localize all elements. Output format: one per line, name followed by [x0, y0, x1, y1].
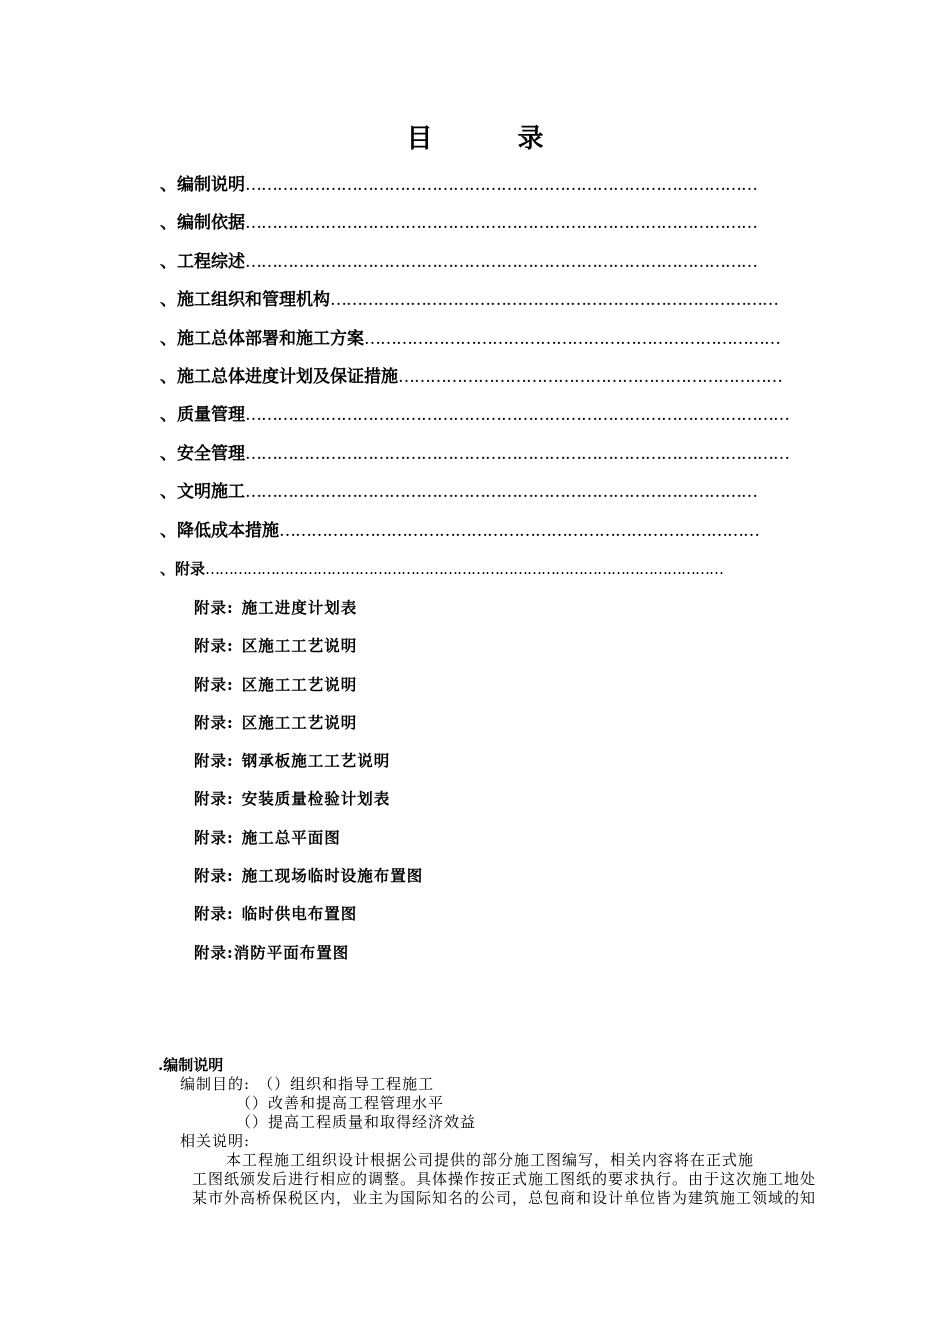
toc-entry[interactable] [160, 247, 789, 285]
appendix-item[interactable] [194, 594, 423, 632]
toc-leader-dots: ………………………………………………………………………………………………… [205, 559, 724, 578]
purpose-item: （）改善和提高工程管理水平 [236, 1094, 445, 1112]
appendix-prefix: 附录: [194, 827, 234, 847]
section-compilation-notes [158, 1056, 816, 1208]
toc-leader-dots: ………………………………………………………………………………………… [245, 443, 789, 464]
appendix-item[interactable] [194, 862, 423, 900]
appendix-prefix: 附录: [194, 789, 234, 809]
appendix-prefix: 附录: [194, 904, 234, 924]
paragraph-line: 某市外高桥保税区内，业主为国际知名的公司，总包商和设计单位皆为建筑施工领域的知 [192, 1189, 817, 1207]
section-heading: .编制说明 [158, 1056, 224, 1074]
toc-leader-dots: …………………………………………………………………………………… [245, 175, 757, 195]
appendix-item[interactable] [194, 939, 423, 977]
toc-entry[interactable] [160, 170, 789, 208]
toc-entry-label: 、施工总体进度计划及保证措施 [160, 366, 398, 387]
appendix-prefix: 附录: [194, 751, 234, 771]
toc-entry-label: 、工程综述 [160, 251, 245, 272]
appendix-text: 施工进度计划表 [241, 598, 358, 617]
toc-leader-dots: ……………………………………………………………………………… [279, 520, 759, 541]
appendix-item[interactable] [194, 824, 423, 862]
appendix-item[interactable] [194, 747, 423, 785]
appendix-item[interactable] [194, 900, 423, 938]
toc-entry[interactable] [160, 439, 789, 477]
appendix-prefix: 附录: [194, 942, 234, 962]
paragraph-line: 工图纸颁发后进行相应的调整。具体操作按正式施工图纸的要求执行。由于这次施工地处 [192, 1170, 817, 1188]
appendix-item[interactable] [194, 632, 423, 670]
appendix-text: 区施工工艺说明 [241, 674, 358, 694]
related-label: 相关说明: [180, 1132, 251, 1150]
purpose-line [158, 1075, 816, 1094]
appendix-prefix: 附录: [194, 866, 234, 886]
toc-entry[interactable] [160, 554, 789, 592]
toc-entry-label: 、文明施工 [160, 482, 245, 503]
table-of-contents [160, 170, 789, 592]
appendix-prefix: 附录: [194, 712, 234, 732]
purpose-item: （）提高工程质量和取得经济效益 [236, 1113, 477, 1131]
toc-entry[interactable] [160, 516, 789, 554]
toc-leader-dots: …………………………………………………………………………………… [245, 213, 757, 234]
appendix-text: 临时供电布置图 [241, 904, 358, 924]
appendix-text: 安装质量检验计划表 [241, 789, 391, 809]
toc-entry-label: 、附录 [160, 559, 206, 578]
appendix-text: 施工现场临时设施布置图 [241, 866, 424, 886]
purpose-label: 编制目的: [180, 1075, 251, 1093]
toc-entry-label: 、编制依据 [160, 213, 245, 234]
toc-leader-dots: …………………………………………………………………………………… [245, 482, 757, 503]
appendix-item[interactable] [194, 785, 423, 823]
toc-entry-label: 、安全管理 [160, 443, 245, 464]
toc-entry-label: 、施工总体部署和施工方案 [160, 328, 364, 349]
toc-leader-dots: …………………………………………………………………… [364, 328, 780, 349]
toc-entry[interactable] [160, 285, 789, 323]
appendix-text: 区施工工艺说明 [241, 636, 358, 656]
appendix-list [194, 594, 423, 977]
appendix-item[interactable] [194, 671, 423, 709]
appendix-prefix: 附录: [194, 598, 234, 617]
toc-entry[interactable] [160, 362, 789, 400]
appendix-prefix: 附录: [194, 636, 234, 656]
document-title: 目 录 [406, 124, 582, 154]
appendix-text: 施工总平面图 [241, 827, 341, 847]
toc-entry-label: 、质量管理 [160, 405, 245, 426]
purpose-item: （）组织和指导工程施工 [258, 1075, 435, 1093]
toc-leader-dots: ………………………………………………………………………… [330, 290, 778, 311]
toc-leader-dots: …………………………………………………………………………………… [245, 251, 757, 272]
appendix-prefix: 附录: [194, 674, 234, 694]
appendix-text: 区施工工艺说明 [241, 712, 358, 732]
toc-entry-label: 、降低成本措施 [160, 520, 279, 541]
appendix-item[interactable] [194, 709, 423, 747]
toc-entry[interactable] [160, 208, 789, 246]
appendix-text: 消防平面布置图 [233, 942, 350, 962]
toc-entry-label: 、编制说明 [160, 175, 245, 195]
toc-entry-label: 、施工组织和管理机构 [160, 290, 330, 311]
toc-leader-dots: ………………………………………………………………………………………… [245, 405, 789, 426]
appendix-text: 钢承板施工工艺说明 [241, 751, 391, 771]
toc-entry[interactable] [160, 400, 789, 438]
toc-entry[interactable] [160, 477, 789, 515]
toc-entry[interactable] [160, 324, 789, 362]
paragraph-line: 本工程施工组织设计根据公司提供的部分施工图编写，相关内容将在正式施 [226, 1151, 755, 1169]
toc-leader-dots: ……………………………………………………………… [398, 366, 782, 387]
